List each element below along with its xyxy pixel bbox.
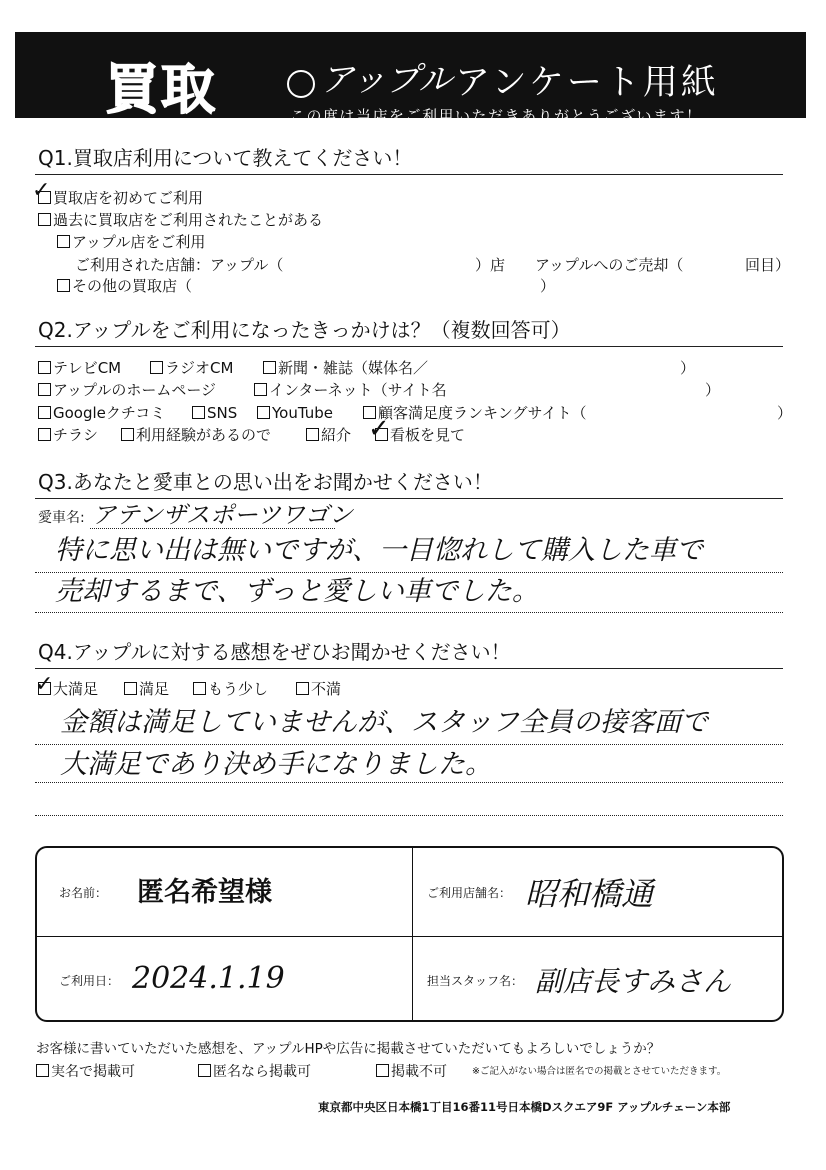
checkbox[interactable] xyxy=(257,406,270,419)
other-store-close: ） xyxy=(540,277,556,295)
checkbox[interactable] xyxy=(38,361,51,374)
q2-option-referral[interactable]: 紹介 xyxy=(306,426,351,444)
answer-line xyxy=(35,572,783,573)
kaitori-logo: 買取 xyxy=(105,58,217,121)
q3-answer-line1[interactable]: 特に思い出は無いですが、一目惚れして購入した車で xyxy=(55,535,703,566)
q2-option-flyer[interactable]: チラシ xyxy=(38,426,98,444)
checkbox[interactable] xyxy=(198,1064,211,1077)
car-name-underline xyxy=(90,528,335,529)
answer-line xyxy=(35,612,783,613)
checkbox[interactable] xyxy=(38,428,51,441)
q4-answer-line2[interactable]: 大満足であり決め手になりました。 xyxy=(60,749,492,780)
q1-option-used-before[interactable]: 過去に買取店をご利用されたことがある xyxy=(38,211,323,229)
checkbox[interactable] xyxy=(38,213,51,226)
q4-option-almost[interactable]: もう少し xyxy=(193,680,268,698)
permission-note: ※ご記入がない場合は匿名での掲載とさせていただきます。 xyxy=(472,1066,727,1077)
apple-logo-icon xyxy=(287,70,315,98)
q2-option-experience[interactable]: 利用経験があるので xyxy=(121,426,271,444)
q4-option-satisfied[interactable]: 満足 xyxy=(124,680,169,698)
permission-question: お客様に書いていただいた感想を、アップルHPや広告に掲載させていただいてもよろしいでしょうか？ xyxy=(36,1041,661,1057)
divider xyxy=(35,346,783,347)
checkbox[interactable] xyxy=(121,428,134,441)
checkbox[interactable] xyxy=(296,682,309,695)
visit-date-label: ご利用日： xyxy=(59,974,120,988)
store-name-suffix: ）店 xyxy=(475,256,506,274)
permission-anonymous[interactable]: 匿名なら掲載可 xyxy=(198,1063,311,1081)
store-name-value[interactable]: 昭和橋通 xyxy=(525,875,654,913)
car-name-label: 愛車名: xyxy=(38,510,85,526)
brand-name: アップル xyxy=(320,60,453,100)
q4-option-unsatisfied[interactable]: 不満 xyxy=(296,680,341,698)
checkbox[interactable] xyxy=(57,235,70,248)
q2-option-youtube[interactable]: YouTube xyxy=(257,404,333,422)
checkbox[interactable] xyxy=(36,1064,49,1077)
q1-option-other-store[interactable]: その他の買取店（ xyxy=(57,277,192,295)
checkbox[interactable] xyxy=(57,279,70,292)
q1-option-first-time[interactable]: 買取店を初めてご利用 xyxy=(38,189,203,207)
internet-close: ） xyxy=(705,381,721,399)
q4-title: Q4.アップルに対する感想をぜひお聞かせください！ xyxy=(38,640,511,664)
permission-real-name[interactable]: 実名で掲載可 xyxy=(36,1063,135,1081)
q2-option-radio[interactable]: ラジオCM xyxy=(150,359,233,377)
answer-line xyxy=(35,782,783,783)
divider xyxy=(35,668,783,669)
form-title: アンケート用紙 xyxy=(455,63,719,103)
checkbox[interactable] xyxy=(193,682,206,695)
header-banner xyxy=(15,32,806,125)
q2-option-homepage[interactable]: アップルのホームページ xyxy=(38,381,216,399)
q2-option-signboard[interactable]: 看板を見て xyxy=(375,426,465,444)
permission-not-allowed[interactable]: 掲載不可 xyxy=(376,1063,447,1081)
answer-line xyxy=(35,815,783,816)
name-label: お名前： xyxy=(59,886,108,900)
q3-answer-line2[interactable]: 売却するまで、ずっと愛しい車でした。 xyxy=(55,576,539,607)
q1-title: Q1.買取店利用について教えてください！ xyxy=(38,146,413,170)
checkbox[interactable] xyxy=(38,383,51,396)
checkbox[interactable] xyxy=(124,682,137,695)
checkbox[interactable] xyxy=(306,428,319,441)
q1-option-apple-store[interactable]: アップル店をご利用 xyxy=(57,233,205,251)
table-divider xyxy=(412,848,413,1020)
q2-title: Q2.アップルをご利用になったきっかけは？（複数回答可） xyxy=(38,318,571,342)
check-mark-icon: ✓ xyxy=(35,672,54,697)
q3-title: Q3.あなたと愛車との思い出をお聞かせください！ xyxy=(38,470,493,494)
store-name-label: ご利用された店舗：アップル（ xyxy=(75,256,284,274)
q4-answer-line1[interactable]: 金額は満足していませんが、スタッフ全員の接客面で xyxy=(60,707,708,738)
newspaper-close: ） xyxy=(680,359,696,377)
car-name-value[interactable]: アテンザスポーツワゴン xyxy=(92,501,353,529)
q4-option-very-satisfied[interactable]: 大満足 xyxy=(38,680,98,698)
ranking-close: ） xyxy=(777,404,793,422)
checkbox[interactable] xyxy=(254,383,267,396)
answer-line xyxy=(35,744,783,745)
checkbox[interactable] xyxy=(192,406,205,419)
customer-info-table xyxy=(35,846,784,1022)
staff-name-label: 担当スタッフ名： xyxy=(427,974,524,988)
sell-count-suffix: 回目） xyxy=(745,256,791,274)
checkbox[interactable] xyxy=(376,1064,389,1077)
header-subtitle: この度は当店をご利用いただきありがとうございます！ xyxy=(290,107,703,125)
q2-option-google[interactable]: Googleクチコミ xyxy=(38,404,165,422)
checkbox[interactable] xyxy=(150,361,163,374)
q2-option-internet[interactable]: インターネット（サイト名 xyxy=(254,381,447,399)
checkbox[interactable] xyxy=(263,361,276,374)
q2-option-newspaper[interactable]: 新聞・雑誌（媒体名／ xyxy=(263,359,428,377)
check-mark-icon: ✓ xyxy=(32,178,51,203)
staff-name-value[interactable]: 副店長すみさん xyxy=(535,965,732,998)
visit-date-value[interactable]: 2024.1.19 xyxy=(132,961,285,996)
check-mark-icon: ✓ xyxy=(368,414,390,444)
store-name-label: ご利用店舗名： xyxy=(427,886,512,900)
sell-count-label: アップルへのご売却（ xyxy=(535,256,684,274)
q2-option-ranking[interactable]: 顧客満足度ランキングサイト（ xyxy=(363,404,587,422)
checkbox[interactable] xyxy=(38,406,51,419)
divider xyxy=(35,174,783,175)
table-divider xyxy=(37,936,782,937)
q2-option-sns[interactable]: SNS xyxy=(192,404,237,422)
footer-address: 東京都中央区日本橋1丁目16番11号日本橋Dスクエア9F アップルチェーン本部 xyxy=(318,1100,731,1114)
name-value[interactable]: 匿名希望様 xyxy=(137,877,272,908)
q2-option-tv[interactable]: テレビCM xyxy=(38,359,121,377)
